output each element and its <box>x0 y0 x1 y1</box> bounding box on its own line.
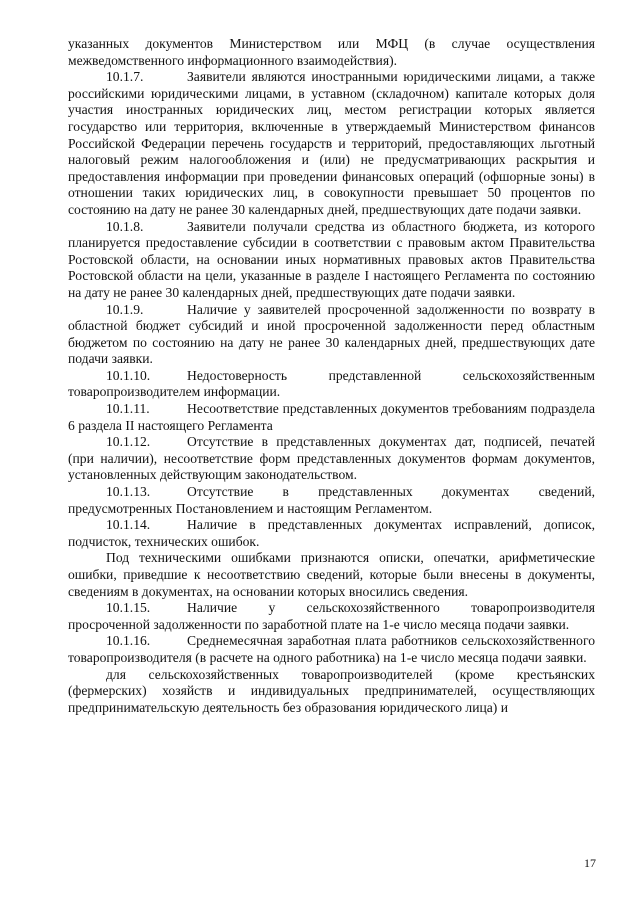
clause-text: Недостоверность представленной сельскохозяйственным товаропроизводителем информации. <box>68 367 595 400</box>
clause-number: 10.1.11. <box>106 401 150 417</box>
clause-number: 10.1.16. <box>106 633 151 649</box>
clause-number: 10.1.15. <box>106 600 151 616</box>
clause-text: Наличие у сельскохозяйственного товаропроизводителя просроченной задолженности по заработной плате на 1-е число месяца подачи заявки. <box>68 600 595 632</box>
document-page <box>68 36 595 716</box>
paragraph-continuation: указанных документов Министерством или МФЦ (в случае осуществления межведомственного информационного взаимодействия). <box>68 36 595 68</box>
clause-text: Заявители получали средства из областного бюджета, из которого планируется предоставление субсидии в соответствии с правовым актом Правительства Ростовской области, на основании иных нормативных правовых актов Правительства Ростовской области на цели, указанные в разделе I настоящего Регламента по состоянию на дату не ранее 30 календарных дней, предшествующих дате подачи заявки. <box>68 218 595 300</box>
paragraph-10-1-16 <box>68 633 595 666</box>
clause-number: 10.1.7. <box>106 69 144 85</box>
clause-text: Отсутствие в представленных документах сведений, предусмотренных Постановлением и настоящим Регламентом. <box>68 484 595 516</box>
clause-text: Среднемесячная заработная плата работников сельскохозяйственного товаропроизводителя (в расчете на одного работника) на 1-е число месяца подачи заявки. <box>68 633 595 665</box>
clause-number: 10.1.9. <box>106 301 144 317</box>
paragraph-technical-errors <box>68 550 595 600</box>
paragraph-10-1-14 <box>68 517 595 550</box>
clause-text: Наличие в представленных документах исправлений, дописок, подчисток, технических ошибок. <box>68 517 595 549</box>
paragraph-10-1-7 <box>68 69 595 218</box>
clause-text: для сельскохозяйственных товаропроизводителей (кроме крестьянских (фермерских) хозяйств и индивидуальных предпринимателей, осуществляющих предпринимательскую деятельность без образования юридического лица) и <box>68 666 595 715</box>
clause-text: Под техническими ошибками признаются описки, опечатки, арифметические ошибки, приведшие к несоответствию сведений, которые были внесены в документы, сведениям в документах, на основании которых вносились сведения. <box>68 550 595 599</box>
paragraph-10-1-15 <box>68 600 595 633</box>
page-number: 17 <box>584 856 596 870</box>
paragraph-10-1-11 <box>68 401 595 434</box>
clause-number: 10.1.12. <box>106 434 151 450</box>
clause-number: 10.1.13. <box>106 484 151 500</box>
paragraph-10-1-12 <box>68 434 595 484</box>
clause-text: Несоответствие представленных документов требованиям подраздела 6 раздела II настоящего Регламента <box>68 401 595 433</box>
clause-number: 10.1.10. <box>106 367 151 383</box>
clause-text: Наличие у заявителей просроченной задолженности по возврату в областной бюджет субсидий и иной просроченной задолженности перед областным бюджетом по состоянию на дату не ранее 30 календарных дней, предшествующих дате подачи заявки. <box>68 301 595 367</box>
paragraph-10-1-13 <box>68 484 595 517</box>
paragraph-producers <box>68 667 595 717</box>
paragraph-10-1-8 <box>68 219 595 302</box>
paragraph-10-1-10 <box>68 368 595 401</box>
clause-number: 10.1.8. <box>106 218 144 234</box>
clause-text: Отсутствие в представленных документах дат, подписей, печатей (при наличии), несоответствие форм представленных документов формам документов, установленных действующим законодательством. <box>68 434 595 483</box>
clause-number: 10.1.14. <box>106 517 151 533</box>
clause-text: Заявители являются иностранными юридическими лицами, а также российскими юридическими лицами, в уставном (складочном) капитале которых доля участия иностранных юридических лиц, местом регистрации которых является государство или территория, включенные в утверждаемый Министерством финансов Российской Федерации перечень государств и территорий, предоставляющих льготный налоговый режим налогообложения и (или) не предусматривающих раскрытия и предоставления информации при проведении финансовых операций (офшорные зоны) в отношении таких юридических лиц, в совокупности превышает 50 процентов по состоянию на дату не ранее 30 календарных дней, предшествующих дате подачи заявки. <box>68 69 595 217</box>
paragraph-10-1-9 <box>68 302 595 368</box>
